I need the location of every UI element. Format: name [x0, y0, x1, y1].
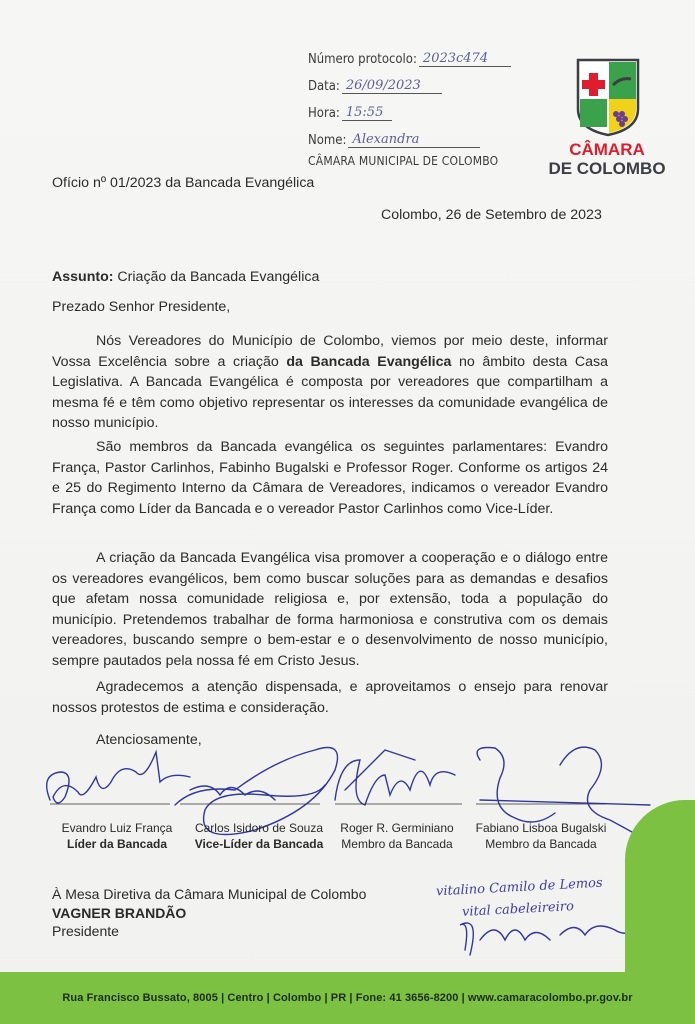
p1-part-b: no âmbito desta Casa Legislativa. A Bancada Evangélica é composta por vereadores que compartilham a mesma fé e têm como objetivo representar os interesses da comunidade evangélica de nosso município.	[52, 353, 608, 432]
signer-name: Roger R. Germiniano	[340, 821, 454, 835]
stamp-org: CÂMARA MUNICIPAL DE COLOMBO	[308, 154, 499, 168]
signer-role: Líder da Bancada	[66, 837, 168, 851]
paragraph-1	[52, 331, 608, 434]
paragraph-4	[52, 677, 608, 718]
time-value: 15:55	[342, 105, 392, 121]
addressee-title: Presidente	[52, 923, 119, 939]
oficio-title: Ofício nº 01/2023 da Bancada Evangélica	[52, 175, 315, 191]
p1-bold: da Bancada Evangélica	[286, 353, 452, 370]
protocol-stamp	[308, 40, 518, 168]
protocol-label: Número protocolo:	[308, 52, 417, 67]
signer-3	[327, 820, 467, 852]
handwritten-note-line2: vital cabeleireiro	[461, 899, 575, 920]
logo-line1: CÂMARA	[569, 140, 645, 159]
closing: Atenciosamente,	[96, 732, 202, 748]
subject-text: Criação da Bancada Evangélica	[113, 269, 320, 285]
paragraph-3	[52, 548, 608, 672]
date-value: 26/09/2023	[342, 78, 442, 94]
date-place: Colombo, 26 de Setembro de 2023	[381, 207, 602, 223]
signer-role: Vice-Líder da Bancada	[194, 837, 324, 851]
p1-part-a: Nós Vereadores do Município de Colombo, viemos por meio deste, informar Vossa Excelência sobre a criação	[52, 333, 608, 370]
paragraph-2	[52, 437, 608, 519]
signer-2	[184, 820, 334, 852]
signature-1	[47, 752, 190, 803]
time-label: Hora:	[308, 106, 340, 121]
signer-name: Carlos Isidoro de Souza	[194, 821, 324, 835]
name-value: Alexandra	[348, 132, 480, 148]
p4-text: Agradecemos a atenção dispensada, e aproveitamos o ensejo para renovar nossos protestos de estima e consideração.	[52, 679, 608, 716]
signer-name: Fabiano Lisboa Bugalski	[475, 821, 607, 835]
coat-of-arms-icon	[575, 57, 641, 137]
p2-text: São membros da Bancada evangélica os seguintes parlamentares: Evandro França, Pastor Carlinhos, Fabinho Bugalski e Professor Roger. Conforme os artigos 24 e 25 do Regimento Interno da Câmara de Vereadores, indicamos o vereador Evandro França como Líder da Bancada e o vereador Pastor Carlinhos como Vice-Líder.	[52, 439, 608, 517]
addressee-name: VAGNER BRANDÃO	[52, 904, 187, 921]
protocol-value: 2023c474	[419, 51, 511, 67]
signer-name: Evandro Luiz França	[61, 821, 173, 835]
date-label: Data:	[308, 79, 340, 94]
name-label: Nome:	[308, 133, 347, 148]
greeting: Prezado Senhor Presidente,	[52, 299, 231, 315]
signer-4	[466, 820, 616, 852]
handwritten-note-line1: vitalino Camilo de Lemos	[435, 875, 604, 900]
addressee-block	[52, 885, 366, 941]
p3-text: A criação da Bancada Evangélica visa promover a cooperação e o diálogo entre os vereadores evangélicos, bem como buscar soluções para as demandas e desafios que afetam nossa comunidade religiosa e, por extensão, toda a população do município. Pretendemos trabalhar de forma harmoniosa e construtiva com os demais vereadores, buscando sempre o bem-estar e o desenvolvimento de nosso município, sempre pautados pela nossa fé em Cristo Jesus.	[52, 550, 608, 669]
signature-3	[335, 750, 455, 805]
signer-role: Membro da Bancada	[341, 837, 453, 851]
subject-label: Assunto:	[52, 269, 114, 285]
footer-address: Rua Francisco Bussato, 8005 | Centro | Colombo | PR | Fone: 41 3656-8200 | www.camaracolombo.pr.gov.br	[62, 992, 633, 1004]
logo-line2: DE COLOMBO	[548, 159, 666, 178]
subject-line	[52, 267, 319, 288]
signer-1	[42, 820, 192, 852]
signer-role: Membro da Bancada	[485, 837, 597, 851]
addressee-line1: À Mesa Diretiva da Câmara Municipal de Colombo	[52, 886, 367, 902]
